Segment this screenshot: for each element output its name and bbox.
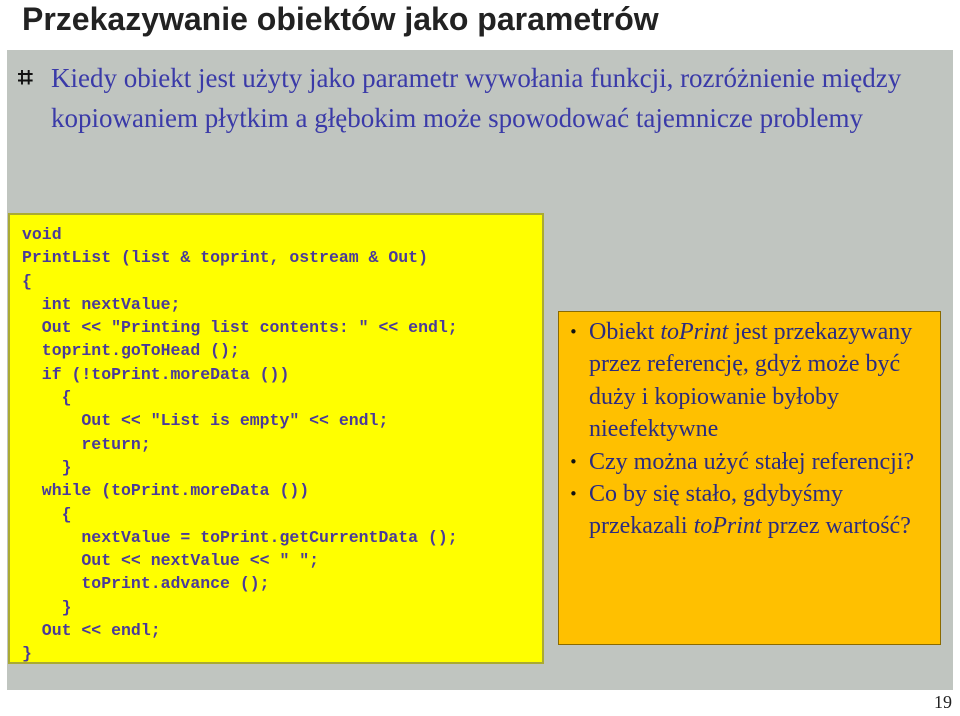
code-line: PrintList (list & toprint, ostream & Out): [22, 248, 428, 268]
note-emphasis: toPrint: [660, 319, 729, 345]
code-line: {: [22, 388, 72, 408]
code-line: void: [22, 225, 62, 244]
note-item: [569, 478, 934, 543]
note-text: Obiekt: [589, 319, 661, 345]
intro-bullet: [18, 58, 918, 138]
code-line: if (!toPrint.moreData ()): [22, 364, 290, 384]
code-line: }: [22, 597, 72, 617]
code-line: }: [22, 644, 32, 664]
note-text: przez wartość?: [761, 513, 911, 540]
code-line: Out << endl;: [22, 621, 161, 641]
code-line: Out << nextValue << " ";: [22, 551, 320, 571]
bullet-dot-icon: •: [569, 323, 578, 341]
note-emphasis: toPrint: [693, 513, 762, 540]
hash-bullet-icon: ⌗: [18, 63, 33, 93]
bullet-dot-icon: •: [569, 452, 578, 471]
code-line: while (toPrint.moreData ()): [22, 481, 310, 501]
intro-text: Kiedy obiekt jest użyty jako parametr wywołania funkcji, rozróżnienie między kopiowaniem płytkim a głębokim może spowodować tajemnicze problemy: [51, 63, 902, 133]
note-text: jest przekazywany przez referencję, gdyż może być duży i kopiowanie byłoby nieefektywne: [589, 319, 913, 443]
code-line: return;: [22, 434, 151, 454]
note-item: [569, 446, 934, 478]
code-line: Out << "Printing list contents: " << endl;: [22, 318, 458, 338]
note-text: Co by się stało, gdybyśmy przekazali: [589, 481, 844, 540]
page-number: 19: [934, 692, 952, 712]
code-line: nextValue = toPrint.getCurrentData ();: [22, 527, 458, 547]
code-line: int nextValue;: [22, 294, 181, 314]
bullet-dot-icon: •: [569, 485, 578, 504]
code-line: {: [22, 271, 32, 291]
code-line: toPrint.advance ();: [22, 574, 270, 594]
code-line: {: [22, 504, 72, 524]
note-text: Czy można użyć stałej referencji?: [589, 448, 915, 475]
code-line: Out << "List is empty" << endl;: [22, 411, 389, 431]
slide-title: Przekazywanie obiektów jako parametrów: [22, 1, 659, 37]
notes-callout: [558, 311, 941, 645]
code-line: }: [22, 457, 72, 477]
note-item: [569, 316, 934, 446]
code-line: toprint.goToHead ();: [22, 341, 240, 361]
code-listing: [8, 213, 544, 664]
